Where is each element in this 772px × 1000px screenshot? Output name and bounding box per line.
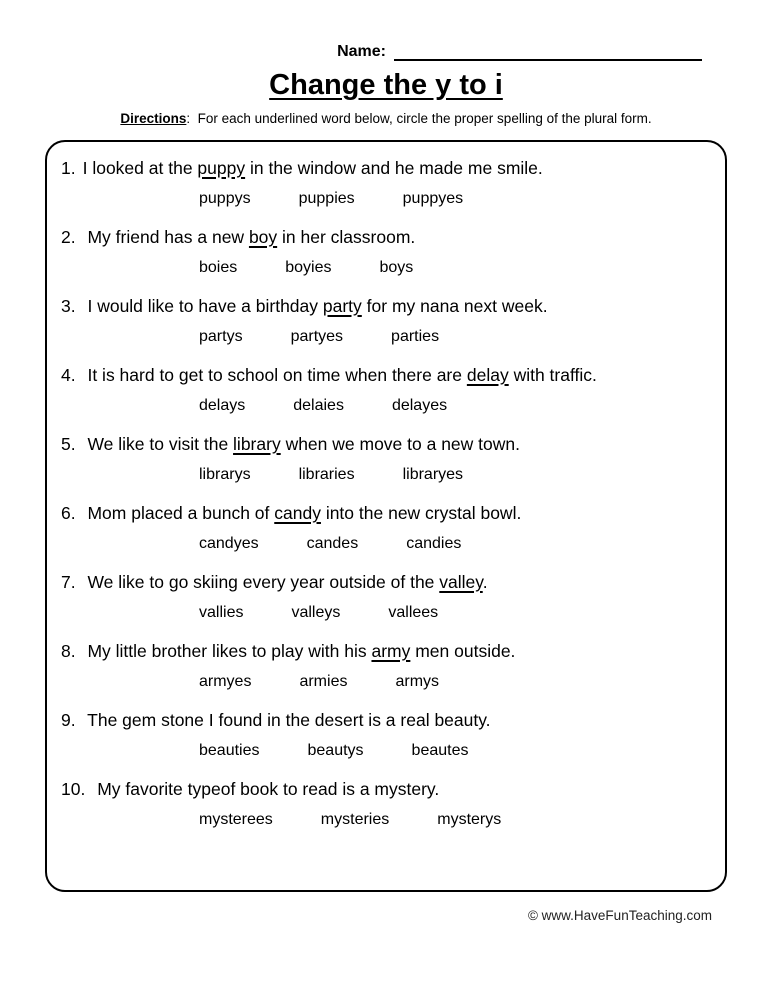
item-sentence [61,572,715,593]
worksheet-item [61,227,715,277]
item-number: 3. [61,296,76,316]
choice-option[interactable]: delayes [391,397,448,414]
underlined-word: library [233,434,281,454]
underlined-word: delay [466,365,509,385]
item-number: 2. [61,227,76,247]
choices-row [199,259,715,277]
choice-option[interactable]: vallies [199,604,244,621]
choice-option[interactable]: boys [379,259,414,276]
worksheet-item [61,365,715,415]
directions-label: Directions [120,111,187,126]
choice-option[interactable]: candyes [199,535,259,552]
worksheet-item [61,710,715,760]
sentence-pre: I would like to have a birthday [82,296,323,316]
choice-option[interactable]: libraryes [402,466,464,483]
worksheet-box [45,140,727,892]
choices-row [199,397,715,415]
sentence-pre: We like to go skiing every year outside of the [82,572,440,592]
item-sentence [61,158,715,179]
copyright-footer: © www.HaveFunTeaching.com [527,908,712,923]
sentence-pre: We like to visit the [82,434,234,454]
choices-row [199,604,715,622]
sentence-pre: My favorite typeof book to read is a mystery. [92,779,440,799]
choice-option[interactable]: mysterys [437,811,502,828]
item-number: 6. [61,503,76,523]
item-sentence [61,434,715,455]
choice-option[interactable]: mysterees [199,811,273,828]
sentence-post: men outside. [410,641,516,661]
underlined-word: valley [439,572,483,592]
name-blank-line[interactable] [394,42,702,61]
underlined-word: puppy [197,158,246,178]
directions-text: : For each underlined word below, circle the proper spelling of the plural form. [186,111,652,126]
underlined-word: army [371,641,411,661]
worksheet-item [61,572,715,622]
item-sentence [61,296,715,317]
choice-option[interactable]: delaies [293,397,344,414]
underlined-word: candy [274,503,321,523]
name-label: Name: [337,43,386,60]
choice-option[interactable]: beautes [411,742,469,759]
page-title: Change the y to i [269,69,503,101]
sentence-pre: I looked at the [82,158,198,178]
choices-row [199,811,715,829]
sentence-post: for my nana next week. [361,296,548,316]
choice-option[interactable]: puppyes [402,190,464,207]
choices-row [199,742,715,760]
sentence-pre: It is hard to get to school on time when there are [82,365,467,385]
item-number: 1. [61,158,76,178]
sentence-post: into the new crystal bowl. [320,503,522,523]
worksheet-item [61,158,715,208]
choices-row [199,328,715,346]
choice-option[interactable]: candies [406,535,462,552]
item-number: 5. [61,434,76,454]
item-sentence [61,710,715,731]
sentence-post: in the window and he made me smile. [245,158,543,178]
sentence-post: with traffic. [508,365,597,385]
item-number: 8. [61,641,76,661]
item-sentence [61,503,715,524]
choice-option[interactable]: puppies [298,190,355,207]
choice-option[interactable]: beautys [307,742,364,759]
name-row [0,42,772,61]
item-sentence [61,641,715,662]
choice-option[interactable]: boies [199,259,238,276]
sentence-pre: Mom placed a bunch of [82,503,275,523]
choices-row [199,535,715,553]
choice-option[interactable]: parties [391,328,440,345]
directions [0,111,772,126]
choice-option[interactable]: valleys [291,604,341,621]
item-number: 10. [61,779,86,799]
choice-option[interactable]: partys [199,328,243,345]
underlined-word: party [322,296,362,316]
choice-option[interactable]: libraries [298,466,355,483]
item-sentence [61,779,715,800]
worksheet-item [61,641,715,691]
choice-option[interactable]: delays [199,397,246,414]
item-sentence [61,365,715,386]
sentence-post: . [482,572,488,592]
choice-option[interactable]: boyies [285,259,332,276]
choice-option[interactable]: puppys [199,190,251,207]
choice-option[interactable]: beauties [199,742,260,759]
sentence-pre: The gem stone I found in the desert is a real beauty. [82,710,491,730]
worksheet-item [61,503,715,553]
choice-option[interactable]: armys [395,673,440,690]
worksheet-item [61,434,715,484]
choice-option[interactable]: librarys [199,466,251,483]
worksheet-item [61,779,715,829]
item-number: 7. [61,572,76,592]
sentence-pre: My little brother likes to play with his [82,641,372,661]
item-number: 9. [61,710,76,730]
items-list [61,158,715,829]
item-sentence [61,227,715,248]
choice-option[interactable]: vallees [388,604,439,621]
underlined-word: boy [248,227,278,247]
choices-row [199,673,715,691]
choice-option[interactable]: candes [306,535,359,552]
choice-option[interactable]: mysteries [320,811,390,828]
sentence-post: in her classroom. [277,227,416,247]
choice-option[interactable]: partyes [290,328,344,345]
choices-row [199,466,715,484]
sentence-pre: My friend has a new [82,227,249,247]
item-number: 4. [61,365,76,385]
sentence-post: when we move to a new town. [280,434,520,454]
choices-row [199,190,715,208]
worksheet-item [61,296,715,346]
choice-option[interactable]: armies [299,673,348,690]
choice-option[interactable]: armyes [199,673,252,690]
